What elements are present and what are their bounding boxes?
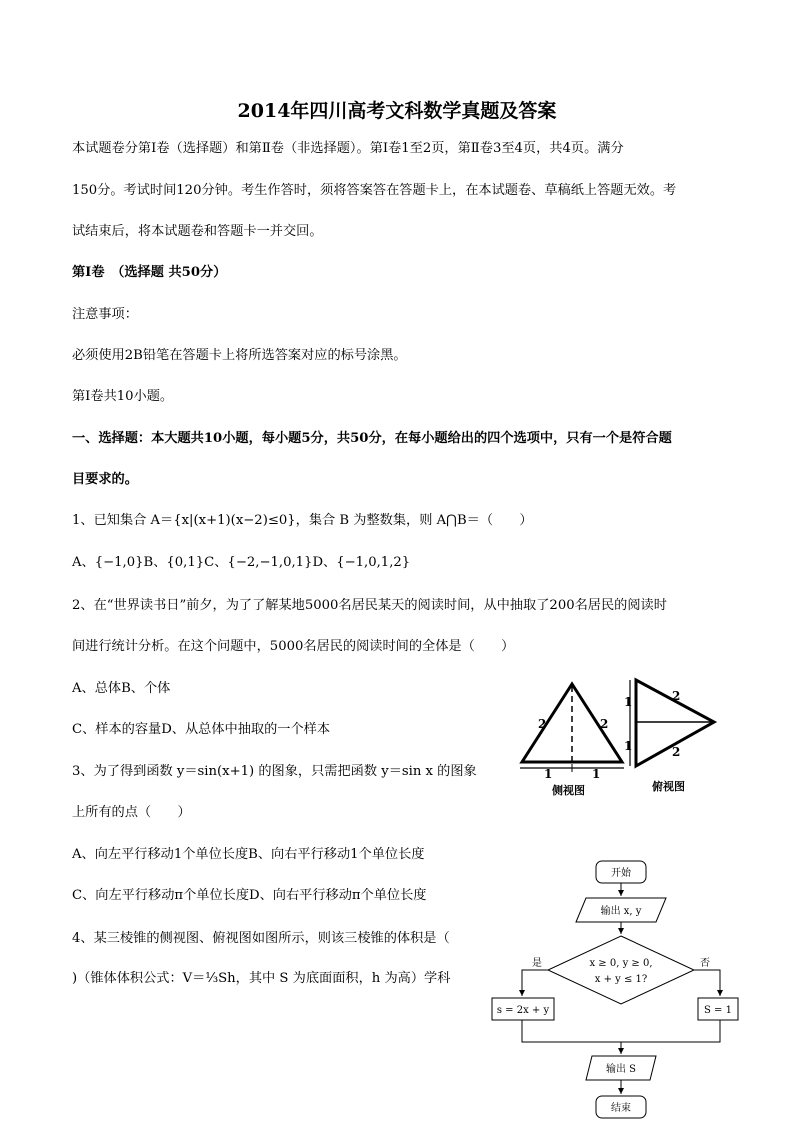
q2-options-2: C、样本的容量D、从总体中抽取的一个样本 <box>72 722 331 737</box>
side-left-edge-label: 2 <box>538 717 547 731</box>
left-process-label: s = 2x + y <box>496 1005 550 1016</box>
side-view-label: 侧视图 <box>552 784 585 797</box>
q3-options-1: A、向左平行移动1个单位长度B、向右平行移动1个单位长度 <box>72 847 425 862</box>
flowchart <box>480 856 750 1122</box>
top-h2-label: 1 <box>624 739 633 753</box>
notice-label: 注意事项： <box>72 307 138 322</box>
q1-options: A、{−1,0}B、{0,1}C、{−2,−1,0,1}D、{−1,0,1,2} <box>72 555 411 570</box>
q3-options-2: C、向左平行移动π个单位长度D、向右平行移动π个单位长度 <box>72 888 427 903</box>
top-lower-edge-label: 2 <box>672 745 681 759</box>
side-right-edge-label: 2 <box>600 717 609 731</box>
top-h1-label: 1 <box>624 695 633 709</box>
q4-line-1: 4、某三棱锥的侧视图、俯视图如图所示，则该三棱锥的体积是（ <box>72 931 450 946</box>
section-heading: 第Ⅰ卷 （选择题 共50分） <box>72 265 227 280</box>
condition-line-1: x ≥ 0, y ≥ 0, <box>589 958 653 969</box>
q1-text: 1、已知集合 A＝{x|(x+1)(x−2)≤0}，集合 B 为整数集，则 A⋂B＝（ ） <box>72 513 533 528</box>
condition-diamond <box>548 936 694 1004</box>
page-title: 2014年四川高考文科数学真题及答案 <box>237 100 557 122</box>
yes-label: 是 <box>532 958 542 969</box>
side-view <box>520 684 624 772</box>
side-base-right-label: 1 <box>592 767 601 781</box>
part-heading-line-2: 目要求的。 <box>72 472 138 487</box>
condition-line-2: x + y ≤ 1? <box>594 974 648 985</box>
q3-line-2: 上所有的点（ ） <box>72 805 191 820</box>
end-label: 结束 <box>611 1103 631 1114</box>
count-text: 第Ⅰ卷共10小题。 <box>72 389 174 404</box>
intro-line-1: 本试题卷分第Ⅰ卷（选择题）和第Ⅱ卷（非选择题）。第Ⅰ卷1至2页，第Ⅱ卷3至4页，共4页。满分 <box>72 141 624 156</box>
q3-line-1: 3、为了得到函数 y＝sin(x+1) 的图象，只需把函数 y＝sin x 的图象 <box>72 764 477 779</box>
part-heading-line-1: 一、选择题：本大题共10小题，每小题5分，共50分，在每小题给出的四个选项中，只有一个是符合题 <box>72 431 672 446</box>
three-view-figure <box>512 672 732 798</box>
intro-line-2: 150分。考试时间120分钟。考生作答时，须将答案答在答题卡上，在本试题卷、草稿纸上答题无效。考 <box>72 183 677 198</box>
start-label: 开始 <box>611 868 631 879</box>
notice-text: 必须使用2B铅笔在答题卡上将所选答案对应的标号涂黑。 <box>72 348 407 363</box>
right-process-label: S = 1 <box>704 1005 732 1016</box>
q2-options-1: A、总体B、个体 <box>72 681 171 696</box>
top-view-label: 俯视图 <box>652 780 685 793</box>
no-label: 否 <box>700 958 710 969</box>
top-upper-edge-label: 2 <box>672 689 681 703</box>
input-label: 输出 x, y <box>600 906 642 917</box>
intro-line-3: 试结束后，将本试题卷和答题卡一并交回。 <box>72 224 323 239</box>
q2-line-2: 间进行统计分析。在这个问题中，5000名居民的阅读时间的全体是（ ） <box>72 639 515 654</box>
output-label: 输出 S <box>605 1064 637 1075</box>
q4-line-2: )（锥体体积公式：V＝⅓Sh，其中 S 为底面面积，h 为高）学科 <box>72 971 451 986</box>
q2-line-1: 2、在“世界读书日”前夕，为了了解某地5000名居民某天的阅读时间，从中抽取了200名居民的阅读时 <box>72 598 667 613</box>
side-base-left-label: 1 <box>544 767 553 781</box>
